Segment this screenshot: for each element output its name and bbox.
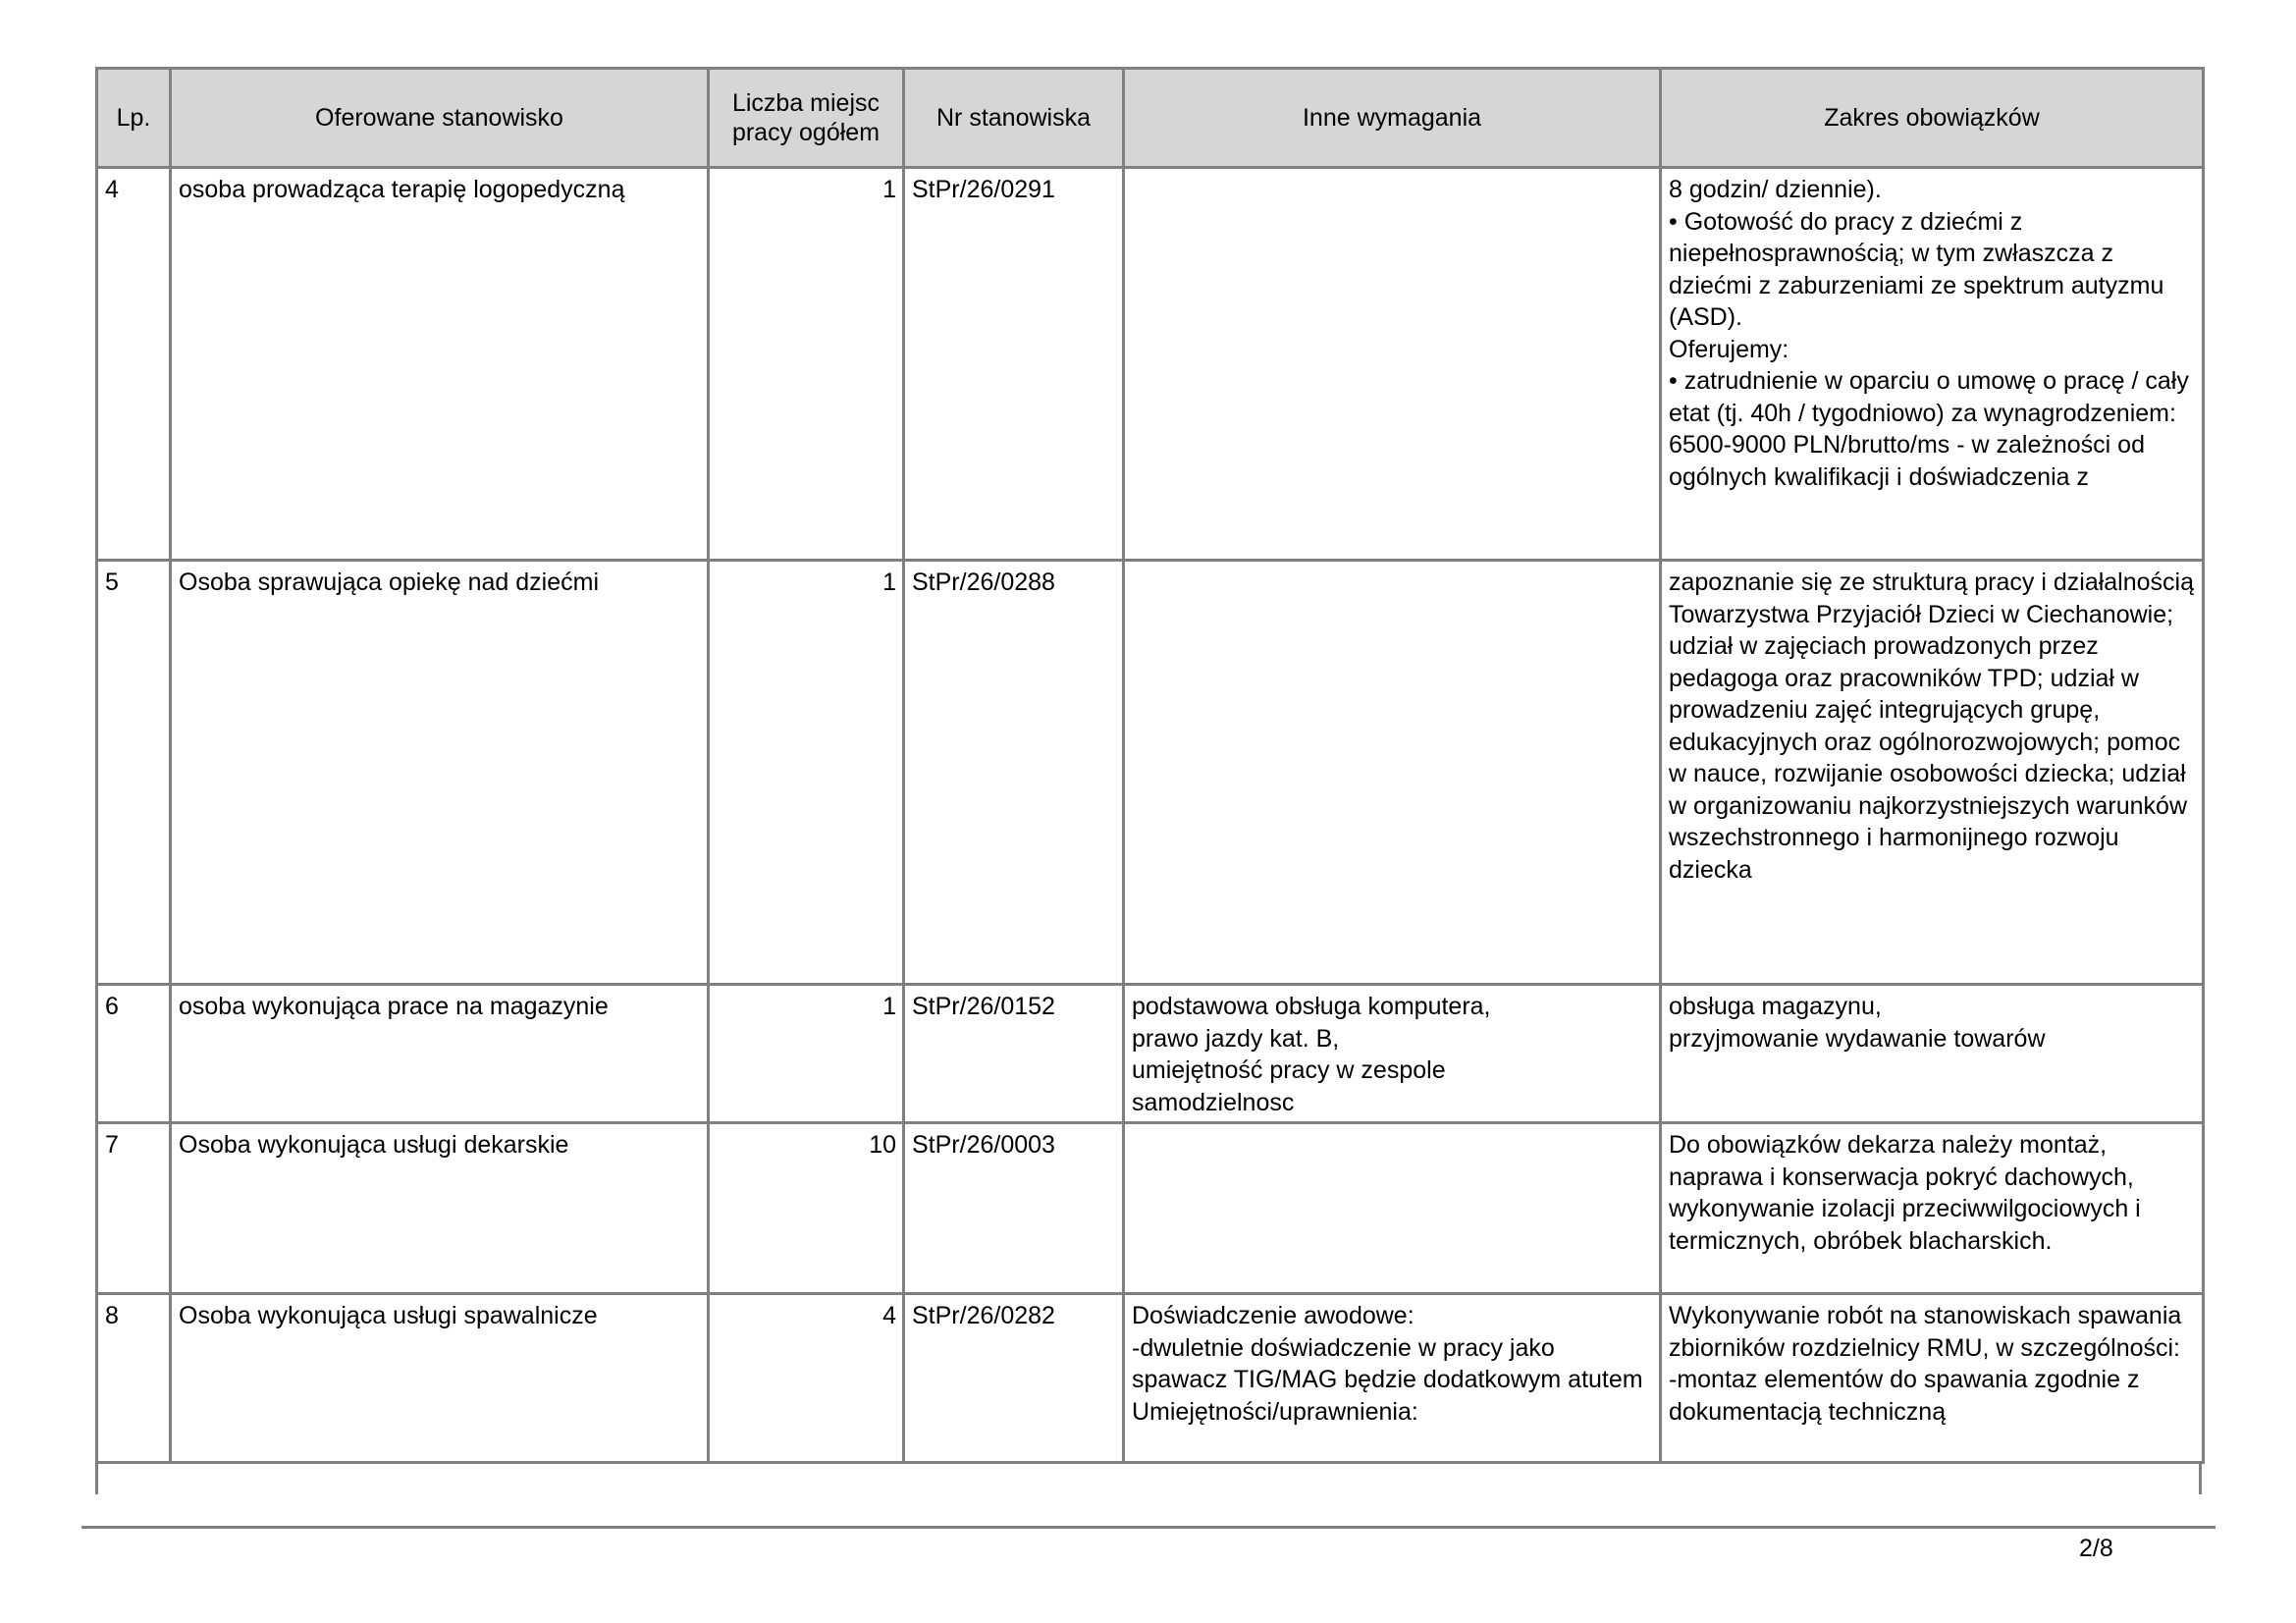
cell-count: 10 xyxy=(709,1123,904,1294)
cell-duties: obsługa magazynu, przyjmowanie wydawanie towarów xyxy=(1661,985,2204,1123)
table-header-row xyxy=(97,69,2204,168)
cell-nr: StPr/26/0288 xyxy=(904,561,1124,985)
cell-requirements xyxy=(1124,1123,1661,1294)
cell-position: Osoba sprawująca opiekę nad dziećmi xyxy=(171,561,709,985)
cell-duties: Do obowiązków dekarza należy montaż, naprawa i konserwacja pokryć dachowych, wykonywanie izolacji przeciwwilgociowych i termicznych, obróbek blacharskich. xyxy=(1661,1123,2204,1294)
cell-requirements xyxy=(1124,168,1661,561)
cell-count: 1 xyxy=(709,561,904,985)
cell-lp: 4 xyxy=(97,168,171,561)
cell-nr: StPr/26/0152 xyxy=(904,985,1124,1123)
cell-count: 1 xyxy=(709,985,904,1123)
cell-position: Osoba wykonująca usługi dekarskie xyxy=(171,1123,709,1294)
cell-position: osoba wykonująca prace na magazynie xyxy=(171,985,709,1123)
cell-nr: StPr/26/0291 xyxy=(904,168,1124,561)
header-nr: Nr stanowiska xyxy=(904,69,1124,168)
cell-lp: 7 xyxy=(97,1123,171,1294)
cell-count: 4 xyxy=(709,1294,904,1463)
table-row xyxy=(97,985,2204,1123)
cell-position: Osoba wykonująca usługi spawalnicze xyxy=(171,1294,709,1463)
header-count: Liczba miejsc pracy ogółem xyxy=(709,69,904,168)
cell-position: osoba prowadząca terapię logopedyczną xyxy=(171,168,709,561)
cell-nr: StPr/26/0282 xyxy=(904,1294,1124,1463)
cell-requirements: podstawowa obsługa komputera, prawo jazdy kat. B, umiejętność pracy w zespole samodzielnosc xyxy=(1124,985,1661,1123)
table-continuation xyxy=(95,1461,2202,1494)
header-requirements: Inne wymagania xyxy=(1124,69,1661,168)
page-number: 2/8 xyxy=(2079,1535,2113,1562)
cell-count: 1 xyxy=(709,168,904,561)
job-offers-table xyxy=(95,67,2205,1464)
cell-duties: 8 godzin/ dziennie). • Gotowość do pracy z dziećmi z niepełnosprawnością; w tym zwłaszcza z dziećmi z zaburzeniami ze spektrum autyzmu (ASD). Oferujemy: • zatrudnienie w oparciu o umowę o pracę / cały etat (tj. 40h / tygodniowo) za wynagrodzeniem: 6500-9000 PLN/brutto/ms - w zależności od ogólnych kwalifikacji i doświadczenia z xyxy=(1661,168,2204,561)
cell-lp: 8 xyxy=(97,1294,171,1463)
table-row xyxy=(97,1123,2204,1294)
cell-nr: StPr/26/0003 xyxy=(904,1123,1124,1294)
cell-duties: zapoznanie się ze strukturą pracy i działalnością Towarzystwa Przyjaciół Dzieci w Ciechanowie; udział w zajęciach prowadzonych przez pedagoga oraz pracowników TPD; udział w prowadzeniu zajęć integrujących grupę, edukacyjnych oraz ogólnorozwojowych; pomoc w nauce, rozwijanie osobowości dziecka; udział w organizowaniu najkorzystniejszych warunków wszechstronnego i harmonijnego rozwoju dziecka xyxy=(1661,561,2204,985)
header-position: Oferowane stanowisko xyxy=(171,69,709,168)
cell-lp: 5 xyxy=(97,561,171,985)
header-lp: Lp. xyxy=(97,69,171,168)
header-duties: Zakres obowiązków xyxy=(1661,69,2204,168)
footer-divider xyxy=(81,1526,2216,1529)
cell-requirements xyxy=(1124,561,1661,985)
cell-duties: Wykonywanie robót na stanowiskach spawania zbiorników rozdzielnicy RMU, w szczególności: -montaz elementów do spawania zgodnie z dokumentacją techniczną xyxy=(1661,1294,2204,1463)
cell-lp: 6 xyxy=(97,985,171,1123)
cell-requirements: Doświadczenie awodowe: -dwuletnie doświadczenie w pracy jako spawacz TIG/MAG będzie dodatkowym atutem Umiejętności/uprawnienia: xyxy=(1124,1294,1661,1463)
table-row xyxy=(97,168,2204,561)
table-row xyxy=(97,1294,2204,1463)
table-row xyxy=(97,561,2204,985)
